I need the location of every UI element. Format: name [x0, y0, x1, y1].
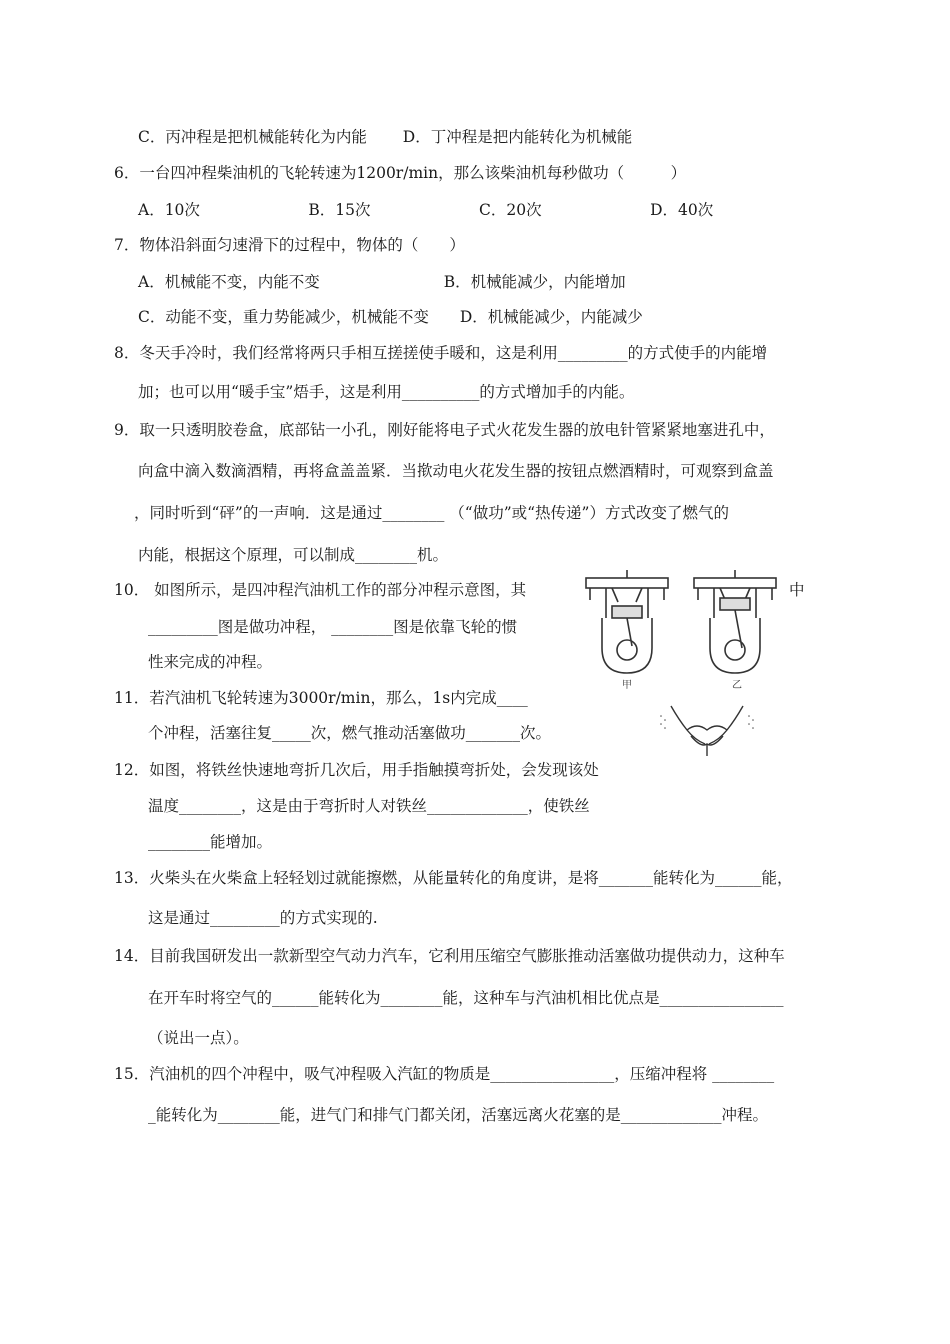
- q6-options: A．10次 B．15次 C．20次 D．40次: [138, 201, 714, 219]
- q9-line2: 向盒中滴入数滴酒精，再将盒盖盖紧．当揿动电火花发生器的按钮点燃酒精时，可观察到盒盖: [138, 462, 774, 480]
- q12-line1: 12．如图，将铁丝快速地弯折几次后，用手指触摸弯折处，会发现该处: [114, 761, 599, 779]
- q13-line1: 13．火柴头在火柴盒上轻轻划过就能擦燃，从能量转化的角度讲，是将_______能转化为______能，: [114, 869, 793, 887]
- engine-diagram-jia: [586, 570, 668, 673]
- engine-diagram-yi: [694, 570, 776, 673]
- q10-line1-end: 中: [789, 581, 805, 599]
- q14-line2: 在开车时将空气的______能转化为________能，这种车与汽油机相比优点是________________: [148, 989, 784, 1007]
- q9-line4: 内能，根据这个原理，可以制成________机。: [138, 546, 449, 564]
- q11-line1: 11．若汽油机飞轮转速为3000r/min，那么，1s内完成____: [114, 689, 528, 707]
- q9-line3: ，同时听到“砰”的一声响．这是通过________ （“做功”或“热传递”）方式改变了燃气的: [134, 504, 729, 522]
- q8-line2: 加；也可以用“暖手宝”焐手，这是利用__________的方式增加手的内能。: [138, 383, 635, 401]
- q13-line2: 这是通过_________的方式实现的.: [148, 909, 378, 927]
- engine-label-yi: 乙: [732, 680, 742, 690]
- q15-line2: _能转化为________能，进气门和排气门都关闭，活塞远离火花塞的是_____________冲程。: [148, 1106, 769, 1124]
- hands-bending-wire-figure: [657, 700, 757, 760]
- q7-stem: 7．物体沿斜面匀速滑下的过程中，物体的（ ）: [114, 236, 465, 254]
- q14-line3: （说出一点）。: [148, 1029, 249, 1047]
- q10-line3: 性来完成的冲程。: [148, 653, 273, 671]
- q10-line2: _________图是做功冲程， ________图是依靠飞轮的惯: [148, 618, 518, 636]
- q12-line3: ________能增加。: [148, 833, 273, 851]
- q12-line2: 温度________，这是由于弯折时人对铁丝_____________，使铁丝: [148, 797, 590, 815]
- q8-line1: 8．冬天手冷时，我们经常将两只手相互搓搓使手暖和，这是利用_________的方式使手的内能增: [114, 344, 768, 362]
- engine-stroke-figure: [582, 568, 782, 690]
- engine-label-jia: 甲: [622, 680, 632, 690]
- q5-option-c-d: C．丙冲程是把机械能转化为内能 D．丁冲程是把内能转化为机械能: [138, 128, 633, 146]
- q10-line1: 10． 如图所示，是四冲程汽油机工作的部分冲程示意图，其: [114, 581, 527, 599]
- q7-options-ab: A．机械能不变，内能不变 B．机械能减少，内能增加: [138, 273, 626, 291]
- q7-options-cd: C．动能不变，重力势能减少，机械能不变 D．机械能减少，内能减少: [138, 308, 643, 326]
- q6-stem: 6．一台四冲程柴油机的飞轮转速为1200r/min，那么该柴油机每秒做功（ ）: [114, 164, 687, 182]
- q14-line1: 14．目前我国研发出一款新型空气动力汽车，它利用压缩空气膨胀推动活塞做功提供动力，这种车: [114, 947, 785, 965]
- q11-line2: 个冲程，活塞往复_____次，燃气推动活塞做功_______次。: [148, 724, 552, 742]
- q9-line1: 9．取一只透明胶卷盒，底部钻一小孔，刚好能将电子式火花发生器的放电针管紧紧地塞进孔中，: [114, 421, 775, 439]
- q15-line1: 15．汽油机的四个冲程中，吸气冲程吸入汽缸的物质是________________，压缩冲程将 ________: [114, 1065, 775, 1083]
